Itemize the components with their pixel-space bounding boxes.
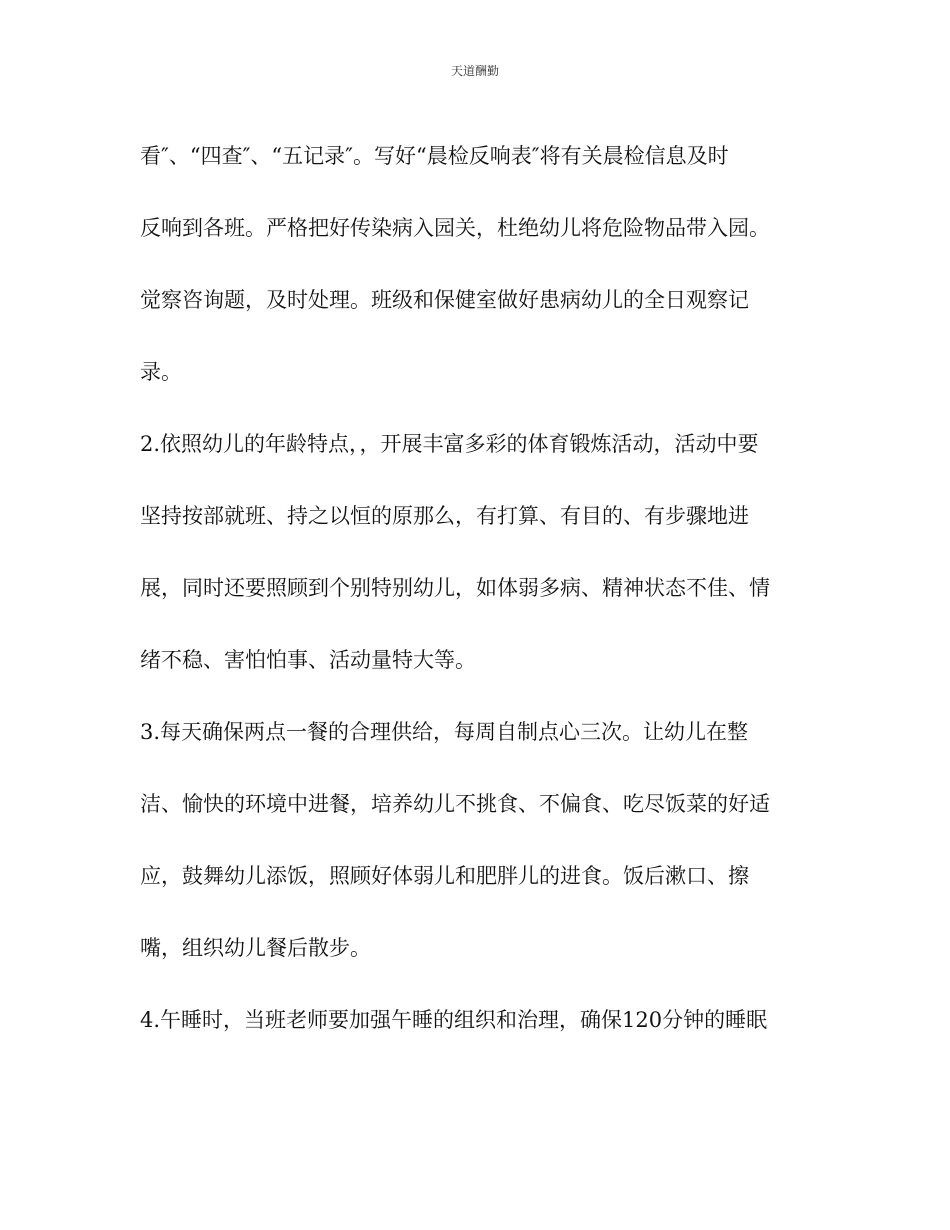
text-line: 看″、“四查″、“五记录″。写好“晨检反响表″将有关晨检信息及时 [140,144,729,168]
text-line: 3.每天确保两点一餐的合理供给，每周自制点心三次。让幼儿在整 [140,720,749,744]
text-line: 应，鼓舞幼儿添饭，照顾好体弱儿和肥胖儿的进食。饭后漱口、擦 [140,864,749,888]
text-line: 嘴，组织幼儿餐后散步。 [140,936,371,960]
text-line: 2.依照幼儿的年龄特点，，开展丰富多彩的体育锻炼活动，活动中要 [140,432,759,456]
document-body [140,133,810,1069]
text-line: 录。 [140,360,182,384]
page-header: 天道酬勤 [450,64,499,78]
text-line: 4.午睡时，当班老师要加强午睡的组织和治理，确保120分钟的睡眠 [140,1008,768,1032]
text-line: 绪不稳、害怕怕事、活动量特大等。 [140,648,476,672]
text-line: 反响到各班。严格把好传染病入园关，杜绝幼儿将危险物品带入园。 [140,216,770,240]
text-line: 觉察咨询题，及时处理。班级和保健室做好患病幼儿的全日观察记 [140,288,749,312]
text-line: 坚持按部就班、持之以恒的原那么，有打算、有目的、有步骤地进 [140,504,749,528]
text-line: 展，同时还要照顾到个别特别幼儿，如体弱多病、精神状态不佳、情 [140,576,770,600]
text-line: 洁、愉快的环境中进餐，培养幼儿不挑食、不偏食、吃尽饭菜的好适 [140,792,770,816]
